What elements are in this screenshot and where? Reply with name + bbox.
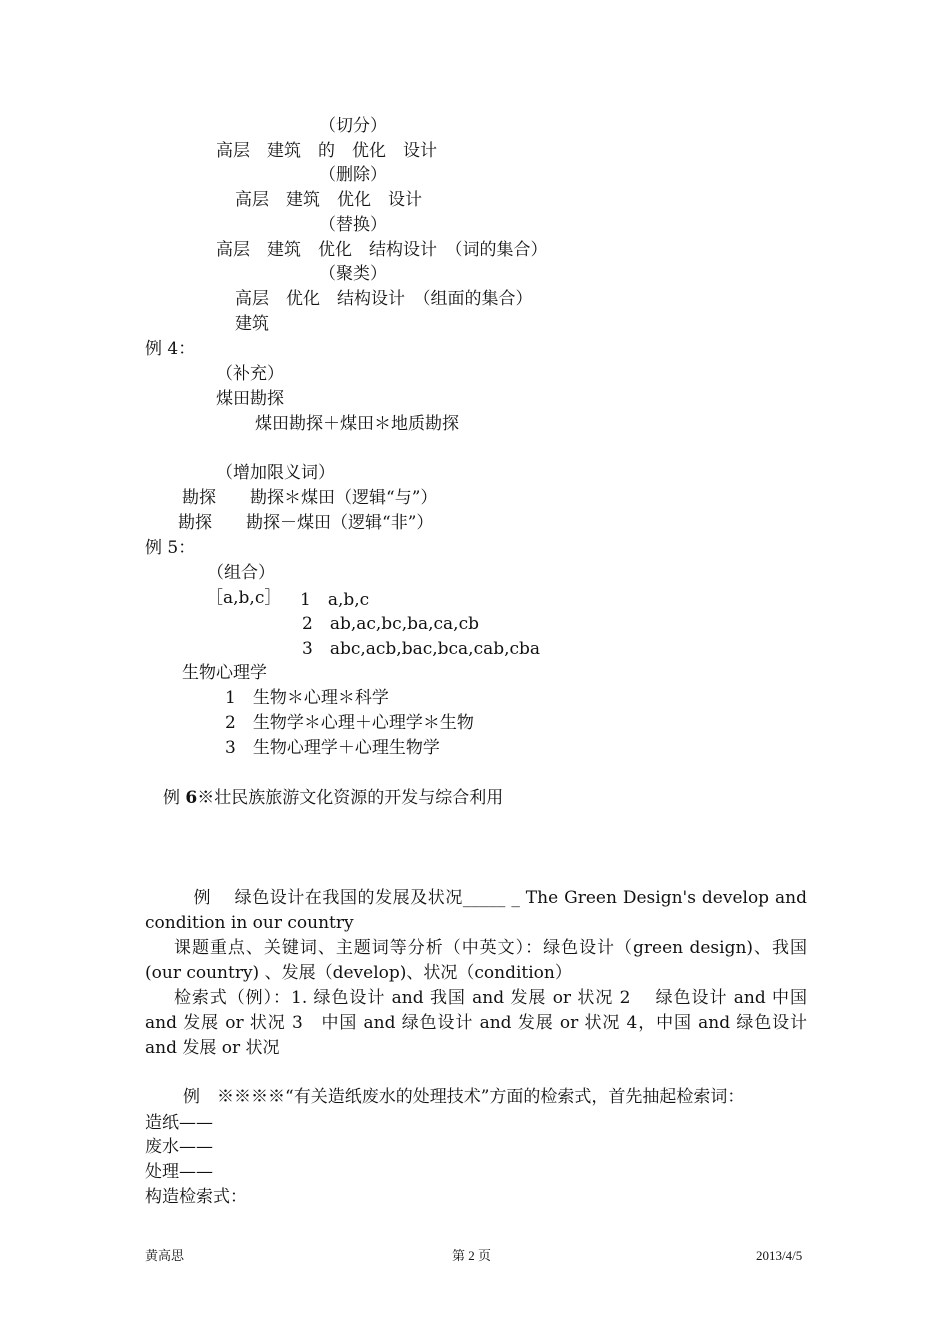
term-line: 1 生物＊心理＊科学 (225, 688, 389, 708)
operation-label: （删除） (319, 165, 387, 185)
operation-label: （聚类） (319, 264, 387, 284)
paragraph: 课题重点、关键词、主题词等分析（中英文）：绿色设计（green design)、我国(our country) 、发展（develop)、状况（condition） (145, 938, 807, 983)
example-heading (163, 788, 503, 808)
term-line: 生物心理学 (182, 663, 267, 683)
term-line: 煤田勘探＋煤田＊地质勘探 (255, 414, 459, 434)
operation-label: （增加限义词） (216, 463, 335, 483)
term-line: 2 生物学＊心理＋心理学＊生物 (225, 713, 474, 733)
footer-date: 2013/4/5 (756, 1248, 803, 1263)
term-line: 高层 建筑 的 优化 设计 (216, 141, 437, 161)
example-heading: 例 4： (145, 339, 196, 359)
operation-label: （补充） (216, 364, 284, 384)
term-line: 建筑 (235, 314, 269, 334)
term-line: 煤田勘探 (216, 389, 284, 409)
term-line: 3 生物心理学＋心理生物学 (225, 738, 440, 758)
operation-label: （替换） (319, 215, 387, 235)
paragraph: 例 绿色设计在我国的发展及状况_____ _ The Green Design's develop and condition in our country (145, 888, 824, 933)
term-line: 勘探 勘探＊煤田（逻辑“与”） (182, 488, 438, 508)
footer-author: 黄高思 (145, 1248, 185, 1263)
combination-line: 1 a,b,c (300, 590, 370, 610)
operation-label: （组合） (207, 563, 275, 583)
term-line: 勘探 勘探－煤田（逻辑“非”） (178, 513, 434, 533)
footer-page-number: 第 2 页 (452, 1248, 492, 1263)
combination-line: 2 ab,ac,bc,ba,ca,cb (302, 614, 479, 634)
example-heading: 例 5： (145, 538, 196, 558)
operation-label: （切分） (319, 116, 387, 136)
term-line: 高层 建筑 优化 设计 (235, 190, 422, 210)
paragraph: 例 ※※※※“有关造纸废水的处理技术”方面的检索式，首先抽起检索词： (183, 1087, 745, 1107)
example-prefix: 例 (163, 788, 186, 808)
example-title: ※壮民族旅游文化资源的开发与综合利用 (197, 788, 504, 808)
term-line: 高层 优化 结构设计 （组面的集合） (235, 289, 533, 309)
term-line: 高层 建筑 优化 结构设计 （词的集合） (216, 240, 548, 260)
keyword-line: 构造检索式： (145, 1187, 247, 1207)
set-label: ［a,b,c］ (206, 588, 282, 608)
combination-line: 3 abc,acb,bac,bca,cab,cba (302, 639, 541, 659)
example-number: 6 (185, 788, 198, 808)
keyword-line: 造纸—— (145, 1113, 213, 1133)
keyword-line: 处理—— (145, 1162, 213, 1182)
keyword-line: 废水—— (145, 1137, 213, 1157)
paragraph: 检索式（例）：1. 绿色设计 and 我国 and 发展 or 状况 2 绿色设计 and 中国 and 发展 or 状况 3 中国 and 绿色设计 and 发展 or 状况 4，中国 and 绿色设计 and 发展 or 状况 (145, 988, 807, 1058)
